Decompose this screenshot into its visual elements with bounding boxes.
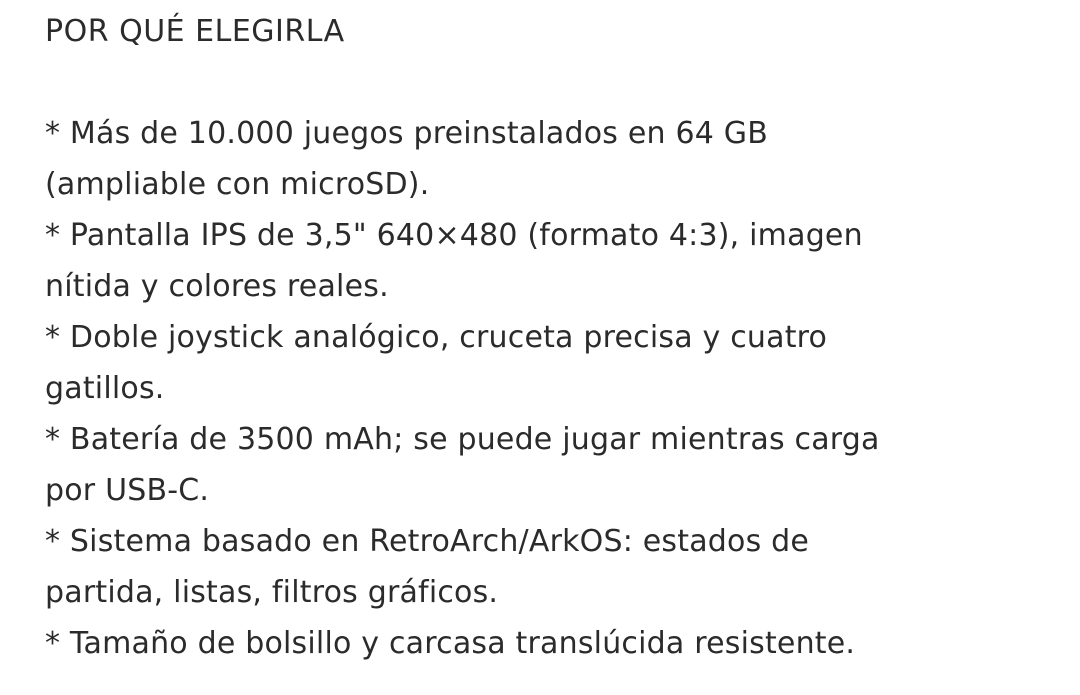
feature-item-screen (45, 210, 1050, 312)
feature-line: * Más de 10.000 juegos preinstalados en 64 GB (45, 116, 769, 151)
feature-line: (ampliable con microSD). (45, 167, 430, 202)
feature-line: partida, listas, filtros gráficos. (45, 575, 499, 610)
feature-item-battery (45, 414, 1050, 516)
feature-line: * Tamaño de bolsillo y carcasa translúcida resistente. (45, 626, 856, 661)
feature-line: * Sistema basado en RetroArch/ArkOS: estados de (45, 524, 810, 559)
feature-line: por USB-C. (45, 473, 210, 508)
feature-line: * Doble joystick analógico, cruceta precisa y cuatro (45, 320, 828, 355)
feature-list (45, 108, 1050, 669)
feature-item-system (45, 516, 1050, 618)
feature-line: * Batería de 3500 mAh; se puede jugar mientras carga (45, 422, 880, 457)
section-heading: POR QUÉ ELEGIRLA (45, 14, 345, 49)
feature-item-size (45, 618, 1050, 669)
feature-line: nítida y colores reales. (45, 269, 389, 304)
feature-item-storage (45, 108, 1050, 210)
feature-line: gatillos. (45, 371, 165, 406)
feature-item-controls (45, 312, 1050, 414)
feature-line: * Pantalla IPS de 3,5" 640×480 (formato 4:3), imagen (45, 218, 863, 253)
